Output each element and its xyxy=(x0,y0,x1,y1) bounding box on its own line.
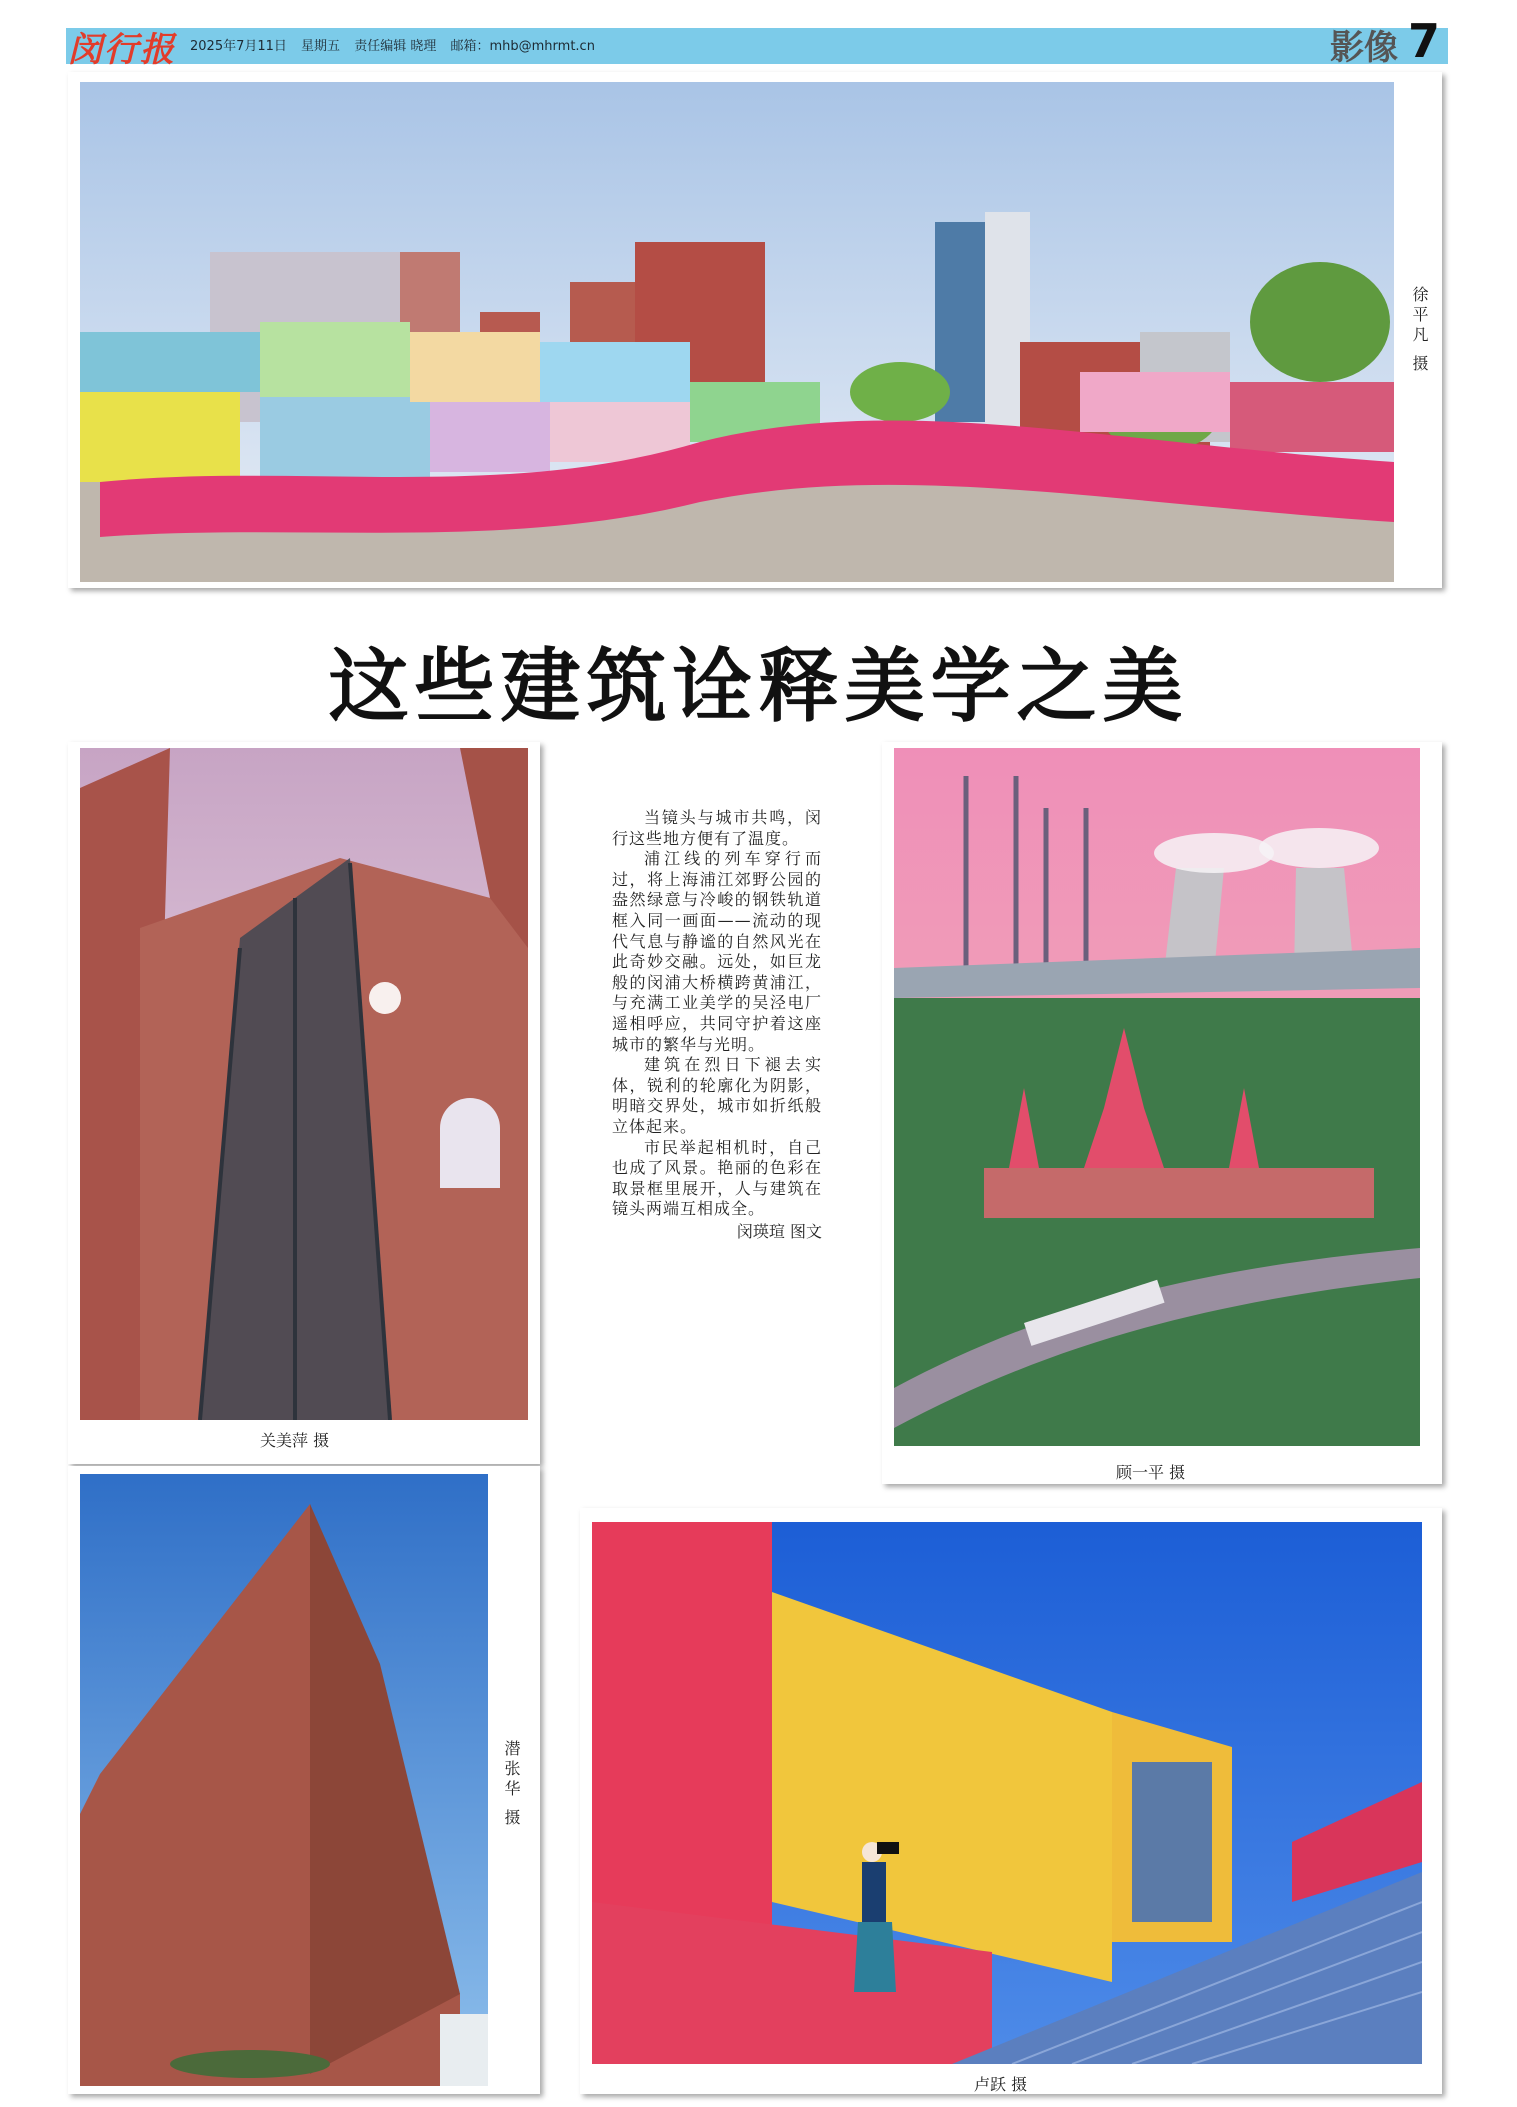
editor-credit: 责任编辑 晓理 xyxy=(354,39,437,54)
article-byline: 闵瑛瑄 图文 xyxy=(736,1221,822,1241)
left-top-photo-credit: 关美萍 摄 xyxy=(260,1431,330,1450)
top-photo xyxy=(80,82,1394,582)
right-bottom-photo-credit: 卢跃 摄 xyxy=(974,2075,1028,2094)
headline: 这些建筑诠释美学之美 xyxy=(328,639,1189,733)
right-top-photo-credit: 顾一平 摄 xyxy=(1116,1463,1186,1482)
article-paragraph: 浦江线的列车穿行而过，将上海浦江郊野公园的盎然绿意与冷峻的钢铁轨道框入同一画面——流动的现代气息与静谧的自然风光在此奇妙交融。远处，如巨龙般的闵浦大桥横跨黄浦江，与充满工业美学的吴泾电厂遥相呼应，共同守护着这座城市的繁华与光明。 xyxy=(612,849,822,1054)
right-top-photo xyxy=(894,748,1420,1446)
newspaper-logo: 闵行报 xyxy=(68,30,176,70)
left-top-photo xyxy=(80,748,528,1420)
article-paragraph: 市民举起相机时，自己也成了风景。艳丽的色彩在取景框里展开，人与建筑在镜头两端互相成全。 xyxy=(612,1137,822,1219)
article-paragraph: 建筑在烈日下褪去实体，锐利的轮廓化为阴影，明暗交界处，城市如折纸般立体起来。 xyxy=(612,1055,822,1136)
page-number: 7 xyxy=(1408,14,1441,68)
header-info xyxy=(190,35,605,54)
editor-email: 邮箱：mhb@mhrmt.cn xyxy=(450,39,595,54)
article-paragraph: 当镜头与城市共鸣，闵行这些地方便有了温度。 xyxy=(612,808,822,848)
left-bottom-photo xyxy=(80,1474,488,2086)
top-photo-credit: 徐平凡 摄 xyxy=(1410,286,1429,376)
issue-weekday: 星期五 xyxy=(301,39,341,54)
article-body xyxy=(612,808,822,1242)
right-bottom-photo xyxy=(592,1522,1422,2064)
issue-date: 2025年7月11日 xyxy=(190,39,287,54)
left-bottom-photo-credit: 潜张华 摄 xyxy=(502,1740,521,1830)
section-name: 影像 xyxy=(1330,28,1398,68)
